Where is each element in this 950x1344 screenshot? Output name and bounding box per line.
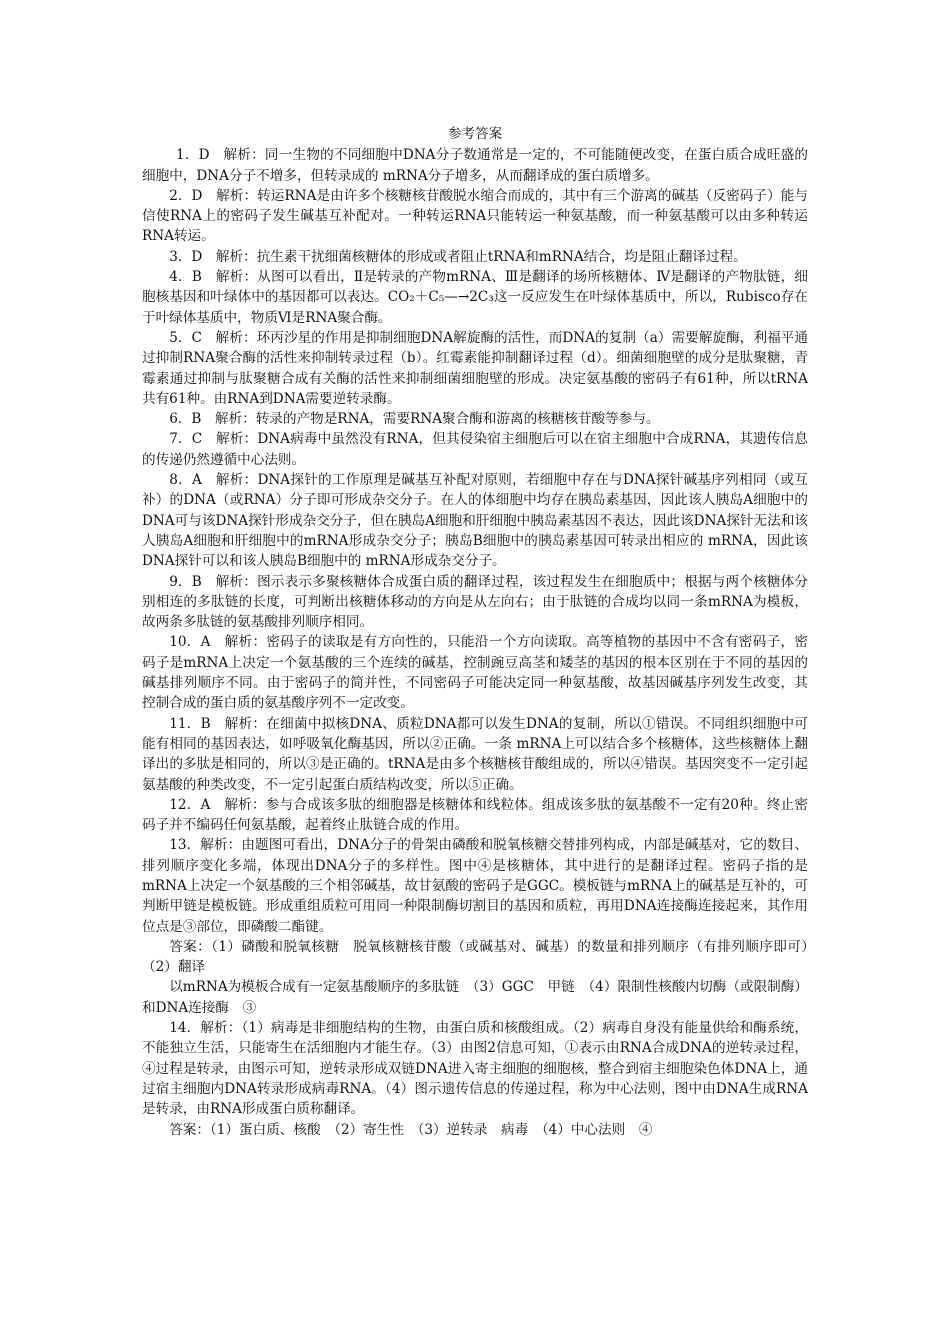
answer-5: 5．C 解析：环丙沙星的作用是抑制细胞DNA解旋酶的活性，而DNA的复制（a）需要解旋酶，利福平通过抑制RNA聚合酶的活性来抑制转录过程（b）。红霉素能抑制翻译过程（d）。细菌细胞壁的成分是肽聚糖，青霉素通过抑制与肽聚糖合成有关酶的活性来抑制细菌细胞壁的形成。决定氨基酸的密码子有61种，所以tRNA共有61种。由RNA到DNA需要逆转录酶。: [142, 329, 808, 407]
answer-8: 8．A 解析：DNA探针的工作原理是碱基互补配对原则，若细胞中存在与DNA探针碱基序列相同（或互补）的DNA（或RNA）分子即可形成杂交分子。在人的体细胞中均存在胰岛素基因，因此该人胰岛A细胞中的DNA可与该DNA探针形成杂交分子，但在胰岛A细胞和肝细胞中胰岛素基因不表达，因此该DNA探针无法和该人胰岛A细胞和肝细胞中的mRNA形成杂交分子；胰岛B细胞中的胰岛素基因可转录出相应的 mRNA，因此该DNA探针可以和该人胰岛B细胞中的 mRNA形成杂交分子。: [142, 472, 808, 570]
answer-7: 7．C 解析：DNA病毒中虽然没有RNA，但其侵染宿主细胞后可以在宿主细胞中合成RNA，其遗传信息的传递仍然遵循中心法则。: [142, 431, 808, 468]
answer-14-analysis: 14．解析：（1）病毒是非细胞结构的生物，由蛋白质和核酸组成。（2）病毒自身没有能量供给和酶系统，不能独立生活，只能寄生在活细胞内才能生存。（3）由图2信息可知，①表示由RNA合成DNA的逆转录过程，④过程是转录，由图示可知，逆转录形成双链DNA进入寄主细胞的细胞核，整合到宿主细胞染色体DNA上，通过宿主细胞内DNA转录形成病毒RNA。（4）图示遗传信息的传递过程，称为中心法则，图中由DNA生成RNA是转录，由RNA形成蛋白质称翻译。: [142, 1020, 808, 1118]
answer-2: 2．D 解析：转运RNA是由许多个核糖核苷酸脱水缩合而成的，其中有三个游离的碱基（反密码子）能与信使RNA上的密码子发生碱基互补配对。一种转运RNA只能转运一种氨基酸，而一种氨基酸可以由多种转运RNA转运。: [142, 187, 808, 245]
answer-13-answer-continued: 以mRNA为模板合成有一定氨基酸顺序的多肽链 （3）GGC 甲链 （4）限制性核酸内切酶（或限制酶）和DNA连接酶 ③: [142, 979, 808, 1016]
answer-12: 12．A 解析：参与合成该多肽的细胞器是核糖体和线粒体。组成该多肽的氨基酸不一定有20种。终止密码子并不编码任何氨基酸，起着终止肽链合成的作用。: [142, 796, 808, 834]
answer-13-answer: 答案：（1）磷酸和脱氧核糖 脱氧核糖核苷酸（或碱基对、碱基）的数量和排列顺序（有排列顺序即可） （2）翻译: [142, 938, 822, 976]
page-title: 参考答案: [447, 126, 503, 142]
answer-6: 6．B 解析：转录的产物是RNA，需要RNA聚合酶和游离的核糖核苷酸等参与。: [169, 411, 660, 428]
answer-4: 4．B 解析：从图可以看出，Ⅱ是转录的产物mRNA、Ⅲ是翻译的场所核糖体、Ⅳ是翻译的产物肽链，细胞核基因和叶绿体中的基因都可以表达。CO₂＋C₅—→2C₃这一反应发生在叶绿体基质中，所以，Rubisco存在于叶绿体基质中，物质Ⅵ是RNA聚合酶。: [142, 269, 808, 326]
answer-9: 9．B 解析：图示表示多聚核糖体合成蛋白质的翻译过程，该过程发生在细胞质中；根据与两个核糖体分别相连的多肽链的长度，可判断出核糖体移动的方向是从左向右；由于肽链的合成均以同一条mRNA为模板，故两条多肽链的氨基酸排列顺序相同。: [142, 573, 808, 631]
answer-10: 10．A 解析：密码子的读取是有方向性的，只能沿一个方向读取。高等植物的基因中不含有密码子，密码子是mRNA上决定一个氨基酸的三个连续的碱基，控制豌豆高茎和矮茎的基因的根本区别在于不同的基因的碱基排列顺序不同。由于密码子的简并性，不同密码子可能决定同一种氨基酸，故基因碱基序列发生改变，其控制合成的蛋白质的氨基酸序列不一定改变。: [142, 634, 808, 712]
answer-page: [142, 124, 822, 1140]
answer-13-analysis: 13．解析：由题图可看出，DNA分子的骨架由磷酸和脱氧核糖交替排列构成，内部是碱基对，它的数目、排列顺序变化多端，体现出DNA分子的多样性。图中④是核糖体，其中进行的是翻译过程。密码子指的是mRNA上决定一个氨基酸的三个相邻碱基，故甘氨酸的密码子是GGC。模板链与mRNA上的碱基是互补的，可判断甲链是模板链。形成重组质粒可用同一种限制酶切割目的基因和质粒，再用DNA连接酶连接起来，其作用位点是③部位，即磷酸二酯键。: [142, 837, 808, 935]
answer-14-answer: 答案：（1）蛋白质、核酸 （2）寄生性 （3）逆转录 病毒 （4）中心法则 ④: [169, 1121, 653, 1138]
answer-11: 11．B 解析：在细菌中拟核DNA、质粒DNA都可以发生DNA的复制，所以①错误。不同组织细胞中可能有相同的基因表达，如呼吸氧化酶基因，所以②正确。一条 mRNA上可以结合多个核糖体，这些核糖体上翻译出的多肽是相同的，所以③是正确的。tRNA是由多个核糖核苷酸组成的，所以④错误。基因突变不一定引起氨基酸的种类改变，不一定引起蛋白质结构改变，所以⑤正确。: [142, 715, 808, 793]
answer-1: 1．D 解析：同一生物的不同细胞中DNA分子数通常是一定的，不可能随便改变，在蛋白质合成旺盛的细胞中，DNA分子不增多，但转录成的 mRNA分子增多，从而翻译成的蛋白质增多。: [142, 147, 808, 184]
answer-3: 3．D 解析：抗生素干扰细菌核糖体的形成或者阻止tRNA和mRNA结合，均是阻止翻译过程。: [169, 248, 747, 265]
